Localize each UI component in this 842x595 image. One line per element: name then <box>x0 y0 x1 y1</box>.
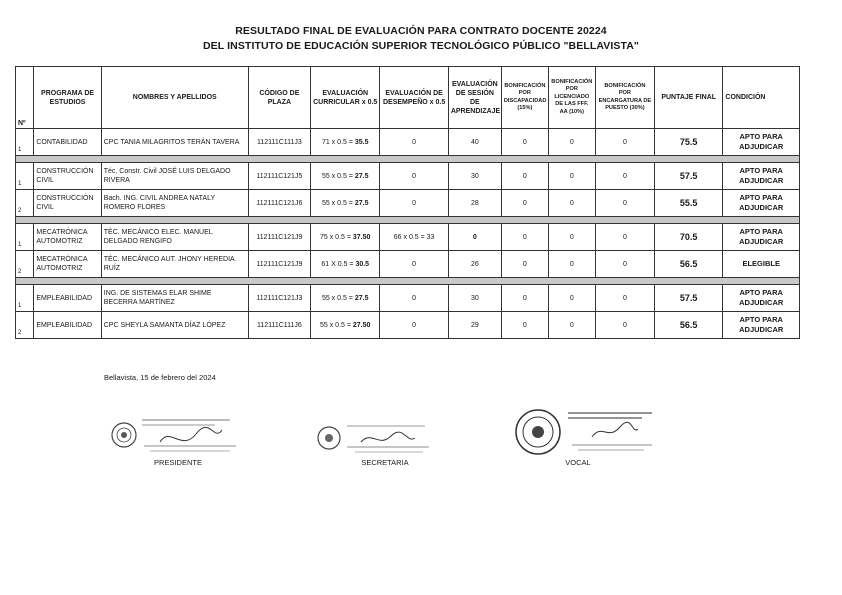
cell-sesion: 26 <box>448 251 501 278</box>
cell-programa: CONSTRUCCIÓN CIVIL <box>34 163 101 190</box>
presidente-label: PRESIDENTE <box>154 458 202 467</box>
cell-puntaje: 56.5 <box>655 251 723 278</box>
separator-cell <box>16 217 800 224</box>
cell-puntaje: 75.5 <box>655 129 723 156</box>
table-header-row <box>16 67 800 129</box>
document-title: RESULTADO FINAL DE EVALUACIÓN PARA CONTRATO DOCENTE 20224 <box>235 25 607 37</box>
cell-puntaje: 57.5 <box>655 163 723 190</box>
header-curricular: EVALUACIÓN CURRICULAR x 0.5 <box>311 67 380 129</box>
secretaria-label: SECRETARIA <box>361 458 409 467</box>
curricular-result: 27.50 <box>352 321 371 329</box>
cell-condicion: APTO PARA ADJUDICAR <box>723 224 800 251</box>
separator-cell <box>16 156 800 163</box>
results-table <box>15 66 800 339</box>
table-row <box>16 163 800 190</box>
place-date: Bellavista, 15 de febrero del 2024 <box>104 373 216 382</box>
cell-programa: CONSTRUCCIÓN CIVIL <box>34 190 101 217</box>
cell-no: 2 <box>16 312 34 339</box>
cell-licenciado: 0 <box>548 163 595 190</box>
cell-condicion: ELEGIBLE <box>723 251 800 278</box>
table-row <box>16 190 800 217</box>
cell-nombre: CPC SHEYLA SAMANTA DÍAZ LÓPEZ <box>101 312 248 339</box>
cell-encargatura: 0 <box>595 285 654 312</box>
header-puntaje: PUNTAJE FINAL <box>655 67 723 129</box>
cell-sesion: 40 <box>448 129 501 156</box>
cell-nombre: Bach. ING. CIVIL ANDREA NATALY ROMERO FLORES <box>101 190 248 217</box>
cell-desempeno: 0 <box>380 190 448 217</box>
cell-curricular <box>311 251 380 278</box>
cell-no: 2 <box>16 190 34 217</box>
curricular-formula: 55 x 0.5 = <box>321 294 355 302</box>
cell-programa: EMPLEABILIDAD <box>34 312 101 339</box>
cell-licenciado: 0 <box>548 129 595 156</box>
curricular-formula: 55 x 0.5 = <box>321 172 355 180</box>
vocal-seal-icon <box>512 405 662 457</box>
secretaria-seal-icon <box>315 418 455 458</box>
table-row <box>16 285 800 312</box>
curricular-result: 27.5 <box>354 199 369 207</box>
header-sesion: EVALUACIÓN DE SESIÓN DE APRENDIZAJE <box>448 67 501 129</box>
cell-sesion: 0 <box>448 224 501 251</box>
cell-no: 1 <box>16 129 34 156</box>
cell-discapacidad: 0 <box>501 312 548 339</box>
cell-desempeno: 0 <box>380 163 448 190</box>
cell-encargatura: 0 <box>595 129 654 156</box>
cell-condicion: APTO PARA ADJUDICAR <box>723 312 800 339</box>
cell-licenciado: 0 <box>548 190 595 217</box>
cell-discapacidad: 0 <box>501 251 548 278</box>
header-no: Nº <box>16 67 34 129</box>
header-nombres: NOMBRES Y APELLIDOS <box>101 67 248 129</box>
cell-encargatura: 0 <box>595 163 654 190</box>
cell-discapacidad: 0 <box>501 163 548 190</box>
cell-no: 1 <box>16 224 34 251</box>
cell-encargatura: 0 <box>595 224 654 251</box>
cell-nombre: TÉC. MECÁNICO AUT. JHONY HEREDIA RUÍZ <box>101 251 248 278</box>
cell-puntaje: 57.5 <box>655 285 723 312</box>
curricular-result: 27.5 <box>354 172 369 180</box>
cell-encargatura: 0 <box>595 312 654 339</box>
cell-no: 1 <box>16 163 34 190</box>
cell-discapacidad: 0 <box>501 224 548 251</box>
cell-nombre: TÉC. MECÁNICO ELEC. MANUEL DELGADO RENGIFO <box>101 224 248 251</box>
cell-codigo: 112111C121J6 <box>248 190 310 217</box>
cell-curricular <box>311 190 380 217</box>
curricular-result: 35.5 <box>354 138 369 146</box>
cell-condicion: APTO PARA ADJUDICAR <box>723 190 800 217</box>
cell-sesion: 28 <box>448 190 501 217</box>
cell-programa: CONTABILIDAD <box>34 129 101 156</box>
header-desempeno: EVALUACIÓN DE DESEMPEÑO x 0.5 <box>380 67 448 129</box>
curricular-result: 30.5 <box>355 260 370 268</box>
table-row <box>16 251 800 278</box>
curricular-formula: 55 x 0.5 = <box>321 199 355 207</box>
header-programa: PROGRAMA DE ESTUDIOS <box>34 67 101 129</box>
cell-licenciado: 0 <box>548 285 595 312</box>
cell-nombre: ING. DE SISTEMAS ELAR SHIME BECERRA MARTÍNEZ <box>101 285 248 312</box>
cell-curricular <box>311 285 380 312</box>
cell-encargatura: 0 <box>595 251 654 278</box>
cell-curricular <box>311 163 380 190</box>
table-row <box>16 224 800 251</box>
cell-codigo: 112111C121J9 <box>248 251 310 278</box>
cell-desempeno: 0 <box>380 285 448 312</box>
curricular-formula: 61 X 0.5 = <box>321 260 356 268</box>
cell-desempeno: 0 <box>380 129 448 156</box>
curricular-formula: 71 x 0.5 = <box>321 138 355 146</box>
cell-puntaje: 70.5 <box>655 224 723 251</box>
cell-encargatura: 0 <box>595 190 654 217</box>
group-separator <box>16 217 800 224</box>
header-discapacidad: BONIFICACIÓN POR DISCAPACIDAD (15%) <box>501 67 548 129</box>
cell-discapacidad: 0 <box>501 285 548 312</box>
cell-puntaje: 56.5 <box>655 312 723 339</box>
group-separator <box>16 156 800 163</box>
cell-licenciado: 0 <box>548 312 595 339</box>
cell-nombre: CPC TANIA MILAGRITOS TERÁN TAVERA <box>101 129 248 156</box>
vocal-label: VOCAL <box>565 458 591 467</box>
group-separator <box>16 278 800 285</box>
cell-codigo: 112111C121J3 <box>248 285 310 312</box>
curricular-formula: 75 x 0.5 = <box>320 233 353 241</box>
cell-programa: MECATRÓNICA AUTOMOTRIZ <box>34 224 101 251</box>
curricular-formula: 55 x 0.5 = <box>320 321 353 329</box>
table-row <box>16 129 800 156</box>
cell-codigo: 112111C111J3 <box>248 129 310 156</box>
cell-condicion: APTO PARA ADJUDICAR <box>723 129 800 156</box>
cell-puntaje: 55.5 <box>655 190 723 217</box>
cell-discapacidad: 0 <box>501 129 548 156</box>
cell-licenciado: 0 <box>548 251 595 278</box>
cell-sesion: 29 <box>448 312 501 339</box>
cell-desempeno: 66 x 0.5 = 33 <box>380 224 448 251</box>
cell-curricular <box>311 129 380 156</box>
cell-no: 1 <box>16 285 34 312</box>
cell-codigo: 112111C121J5 <box>248 163 310 190</box>
cell-desempeno: 0 <box>380 312 448 339</box>
cell-desempeno: 0 <box>380 251 448 278</box>
document-subtitle: DEL INSTITUTO DE EDUCACIÓN SUPERIOR TECNOLÓGICO PÚBLICO "BELLAVISTA" <box>203 40 639 52</box>
cell-curricular <box>311 312 380 339</box>
cell-no: 2 <box>16 251 34 278</box>
cell-codigo: 112111C111J6 <box>248 312 310 339</box>
header-licenciado: BONIFICACIÓN POR LICENCIADO DE LAS FFF. AA (10%) <box>548 67 595 129</box>
header-encargatura: BONIFICACIÓN POR ENCARGATURA DE PUESTO (30%) <box>595 67 654 129</box>
table-row <box>16 312 800 339</box>
cell-discapacidad: 0 <box>501 190 548 217</box>
header-condicion: CONDICIÓN <box>723 67 800 129</box>
cell-codigo: 112111C121J9 <box>248 224 310 251</box>
cell-condicion: APTO PARA ADJUDICAR <box>723 163 800 190</box>
cell-programa: MECATRÓNICA AUTOMOTRIZ <box>34 251 101 278</box>
separator-cell <box>16 278 800 285</box>
cell-nombre: Téc. Constr. Civil JOSÉ LUIS DELGADO RIVERA <box>101 163 248 190</box>
presidente-seal-icon <box>110 412 250 460</box>
cell-licenciado: 0 <box>548 224 595 251</box>
cell-programa: EMPLEABILIDAD <box>34 285 101 312</box>
cell-curricular <box>311 224 380 251</box>
cell-sesion: 30 <box>448 285 501 312</box>
header-codigo: CÓDIGO DE PLAZA <box>248 67 310 129</box>
cell-sesion: 30 <box>448 163 501 190</box>
cell-condicion: APTO PARA ADJUDICAR <box>723 285 800 312</box>
curricular-result: 37.50 <box>352 233 371 241</box>
curricular-result: 27.5 <box>354 294 369 302</box>
